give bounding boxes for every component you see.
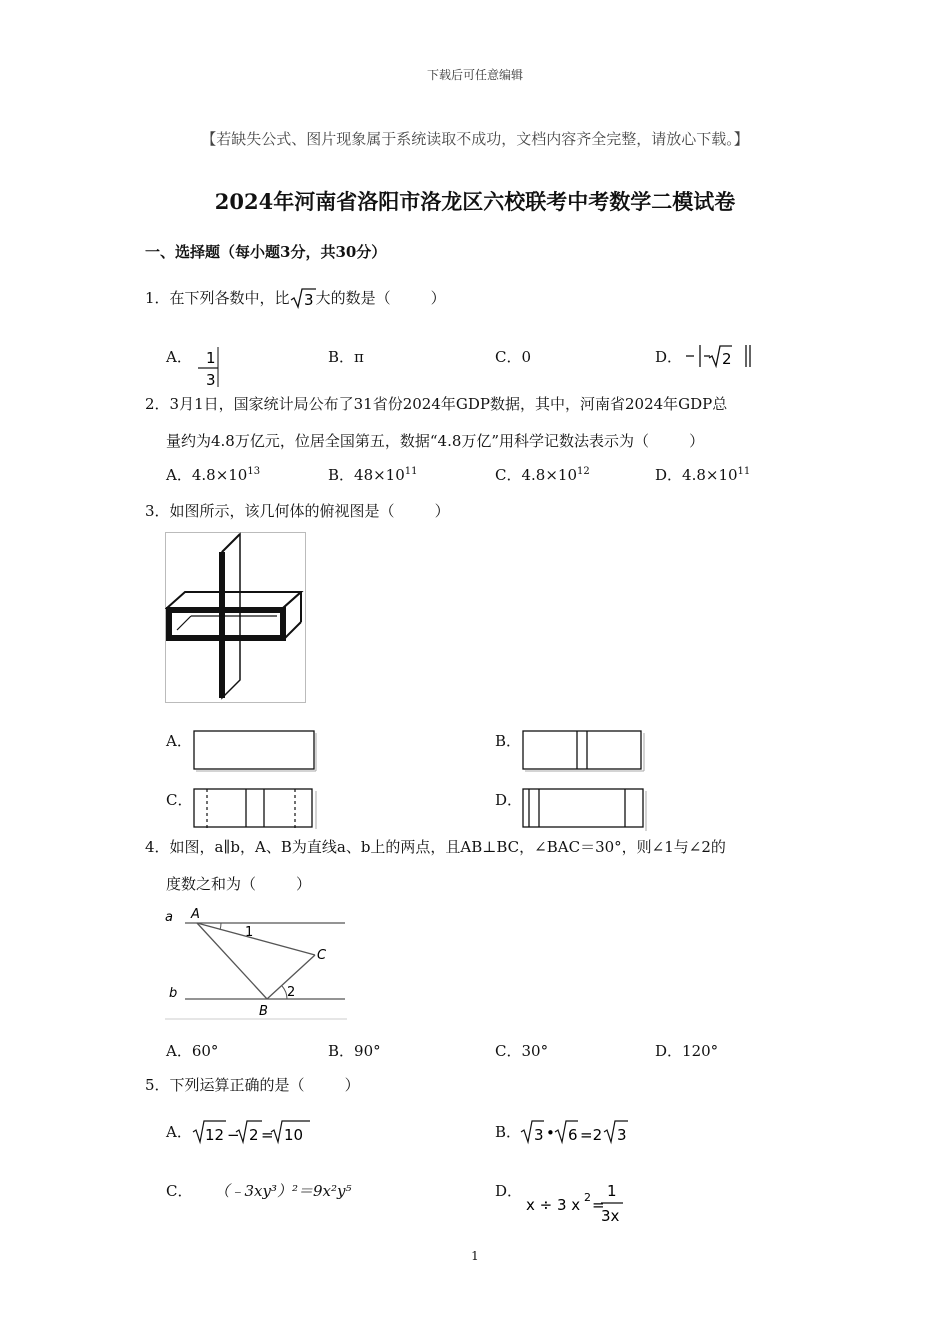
top-view-option-d-figure [521,787,649,833]
q1-option-a[interactable] [166,346,192,367]
q4-option-b[interactable] [328,1040,381,1061]
option-value: 0 [521,348,532,366]
question-text-line-1: 3月1日，国家统计局公布了31省份2024年GDP数据，其中，河南省2024年GDP总 [169,395,728,413]
point-a-label: A [191,907,200,922]
top-view-option-c-figure [192,787,320,833]
close-paren: ） [296,875,312,893]
question-3 [145,500,450,521]
q2-option-b[interactable] [328,464,418,485]
option-base: 4.8×10 [682,466,738,484]
page-header: 下载后可任意编辑 [426,68,523,82]
fraction-denominator: 3 [206,371,216,389]
line-b-label: b [169,986,178,1001]
question-number: 1． [145,289,170,307]
division-fraction-formula [524,1176,628,1226]
option-value: 90° [354,1042,381,1060]
exponent: 2 [584,1191,591,1204]
q5-option-c[interactable] [166,1180,352,1201]
line-a-label: a [165,910,173,925]
option-label: B． [328,348,355,366]
option-label: C． [495,1042,522,1060]
close-paren: ） [430,289,446,307]
option-value: 30° [521,1042,549,1060]
option-label: C． [166,791,193,809]
question-text-line-2: 度数之和为（ [166,875,257,893]
equals-two: =2 [580,1126,603,1144]
point-c-label: C [317,948,327,963]
sqrt-subtraction-formula [192,1118,314,1146]
option-label: B． [328,466,355,484]
angle-1-label: 1 [245,925,254,940]
option-label: D． [495,1182,523,1200]
q3-option-c[interactable] [166,789,192,810]
option-label: A． [166,1123,192,1141]
q4-option-d[interactable] [655,1040,718,1061]
option-label: D． [495,791,523,809]
radicand: 3 [303,291,314,309]
q5-option-b[interactable] [495,1121,521,1142]
question-number: 4． [145,838,170,856]
option-label: D． [655,1042,683,1060]
minus-sign: − [227,1126,240,1144]
question-text: 大的数是（ [315,289,391,307]
option-label: C． [166,1182,193,1200]
radicand: 2 [722,350,732,368]
parallel-lines-figure [163,905,349,1023]
option-expression: （﹣3xy³）²＝9x²y⁵ [214,1182,352,1200]
close-paren: ） [344,1076,360,1094]
option-label: D． [655,466,683,484]
sqrt-product-formula [520,1118,632,1146]
radicand: 3 [534,1126,544,1144]
radicand: 3 [617,1126,627,1144]
option-label: A． [166,348,192,366]
q5-option-d[interactable] [495,1180,522,1201]
option-exponent: 13 [247,466,261,477]
page-number: 1 [471,1249,479,1263]
multiply-dot: • [546,1124,555,1142]
option-label: A． [166,1042,192,1060]
q2-option-d[interactable] [655,464,750,485]
option-value: 120° [682,1042,719,1060]
option-exponent: 11 [737,466,751,477]
equals-sign: = [261,1126,274,1144]
option-exponent: 11 [404,466,418,477]
top-view-option-a-figure [192,729,318,773]
q5-option-a[interactable] [166,1121,192,1142]
question-5 [145,1074,360,1095]
q2-option-a[interactable] [166,464,260,485]
question-text: 如图所示，该几何体的俯视图是（ [169,502,395,520]
neg-abs-neg-sqrt2-formula [684,342,756,370]
option-label: A． [166,466,192,484]
q2-option-c[interactable] [495,464,590,485]
question-1 [145,287,446,309]
radicand: 6 [568,1126,578,1144]
option-value: 60° [191,1042,219,1060]
question-2-line-2 [166,430,704,451]
download-notice: 【若缺失公式、图片现象属于系统读取不成功，文档内容齐全完整，请放心下载。】 [201,130,749,148]
option-label: B． [328,1042,355,1060]
question-number: 2． [145,395,170,413]
question-4-line-2 [166,873,311,894]
solid-figure [165,532,307,704]
option-label: B． [495,732,522,750]
sqrt-3-formula [290,287,316,309]
q3-option-a[interactable] [166,730,192,751]
option-exponent: 12 [577,466,590,477]
question-text-line-2: 量约为4.8万亿元，位居全国第五，数据“4.8万亿”用科学记数法表示为（ [166,432,650,450]
q4-option-c[interactable] [495,1040,548,1061]
option-value: π [354,348,364,366]
option-label: D． [655,348,683,366]
section-heading: 一、选择题（每小题3分，共30分） [145,243,387,261]
top-view-option-b-figure [521,729,647,773]
question-4 [145,836,726,857]
q1-option-d[interactable] [655,346,682,367]
q3-option-b[interactable] [495,730,521,751]
fraction-numerator: 1 [607,1182,617,1200]
option-base: 48×10 [354,466,405,484]
angle-2-label: 2 [287,985,296,1000]
close-paren: ） [689,432,705,450]
point-b-label: B [259,1004,268,1019]
option-label: A． [166,732,192,750]
question-text: 在下列各数中，比 [169,289,290,307]
q4-option-a[interactable] [166,1040,218,1061]
expression-left: x ÷ 3 x [526,1196,581,1214]
question-number: 5． [145,1076,170,1094]
option-label: C． [495,348,522,366]
radicand: 12 [205,1126,225,1144]
fraction-denominator: 3x [601,1207,620,1225]
q1-option-b[interactable] [328,346,364,367]
radicand: 10 [284,1126,304,1144]
option-base: 4.8×10 [521,466,577,484]
option-label: B． [495,1123,522,1141]
close-paren: ） [434,502,450,520]
q3-option-d[interactable] [495,789,522,810]
question-2 [145,393,727,414]
option-label: C． [495,466,522,484]
option-base: 4.8×10 [191,466,248,484]
fraction-numerator: 1 [206,349,216,367]
question-text-line-1: 如图，a∥b，A、B为直线a、b上的两点，且AB⊥BC，∠BAC＝30°，则∠1与∠2的 [169,838,726,856]
radicand: 2 [249,1126,259,1144]
q1-option-c[interactable] [495,346,531,367]
exam-title: 2024年河南省洛阳市洛龙区六校联考中考数学二模试卷 [214,189,736,214]
negative-one-third-formula [196,345,226,389]
question-number: 3． [145,502,170,520]
question-text: 下列运算正确的是（ [169,1076,305,1094]
equals-sign: = [592,1196,605,1214]
